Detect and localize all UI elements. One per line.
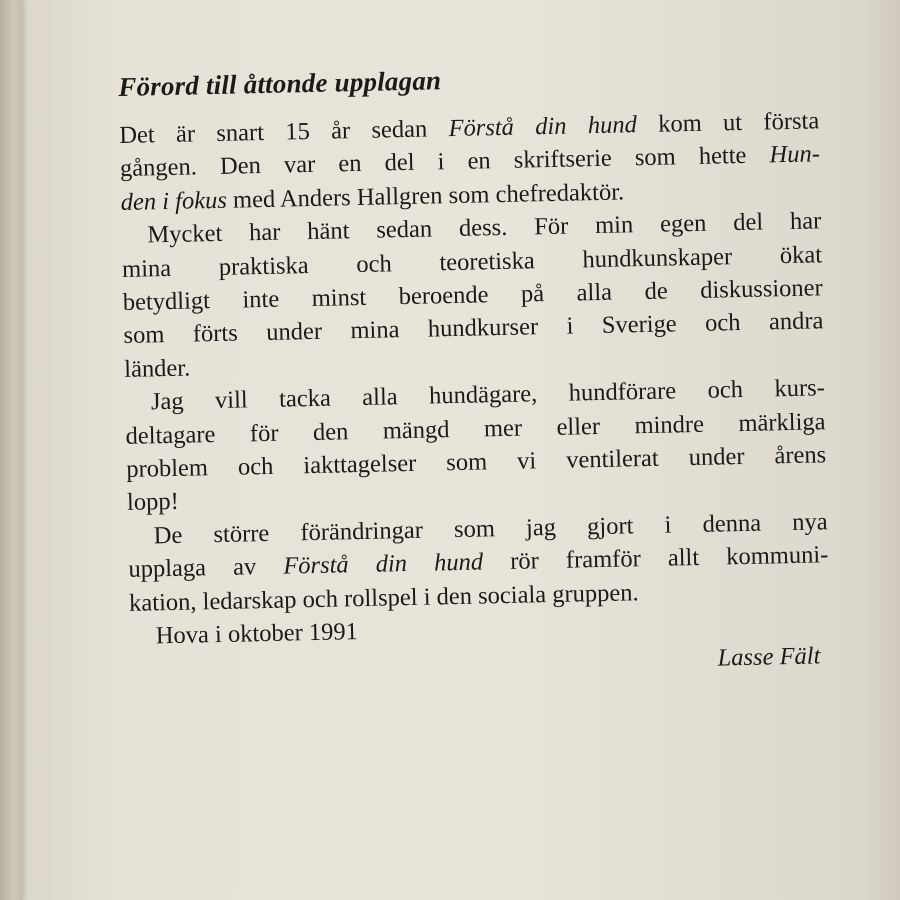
text-line-12: lopp! bbox=[126, 488, 180, 517]
book-title-italic: Förstå din hund bbox=[283, 548, 484, 580]
preface-heading: Förord till åttonde upplagan bbox=[118, 65, 442, 102]
text-line-15: kation, ledarskap och rollspel i den sociala gruppen. bbox=[128, 578, 639, 617]
text-line-4: Mycket har hänt sedan dess. För min egen del har bbox=[147, 207, 822, 249]
text-line-8: länder. bbox=[123, 354, 191, 383]
text-segment: upplaga av bbox=[128, 552, 284, 584]
text-segment: kom ut första bbox=[636, 107, 820, 139]
text-segment: rör framför allt kommuni- bbox=[482, 541, 829, 576]
text-segment: gången. Den var en del i en skriftserie som hette bbox=[119, 141, 770, 183]
text-segment: med Anders Hallgren som chefredaktör. bbox=[226, 178, 625, 214]
text-segment: Det är snart 15 år sedan bbox=[119, 115, 449, 149]
author-signature: Lasse Fält bbox=[717, 641, 821, 672]
text-line-7: som förts under mina hundkurser i Sverige och andra bbox=[123, 307, 824, 350]
text-line-6: betydligt inte minst beroende på alla de diskussioner bbox=[122, 274, 823, 316]
text-line-13: De större förändringar som jag gjort i denna nya bbox=[153, 508, 828, 550]
preface-text-block bbox=[118, 57, 831, 686]
text-line-9: Jag vill tacka alla hundägare, hundförare och kurs- bbox=[150, 374, 826, 416]
series-title-italic: den i fokus bbox=[120, 186, 228, 216]
place-date-line: Hova i oktober 1991 bbox=[155, 618, 359, 650]
text-line-10: deltagare för den mängd mer eller mindre märkliga bbox=[125, 407, 826, 450]
book-title-italic: Förstå din hund bbox=[448, 111, 638, 143]
text-line-11: problem och iakttagelser som vi ventilerat under årens bbox=[126, 441, 827, 483]
text-line-5: mina praktiska och teoretiska hundkunskaper ökat bbox=[121, 240, 823, 283]
series-title-italic: Hun- bbox=[769, 140, 821, 169]
book-spine-edge bbox=[0, 0, 22, 900]
